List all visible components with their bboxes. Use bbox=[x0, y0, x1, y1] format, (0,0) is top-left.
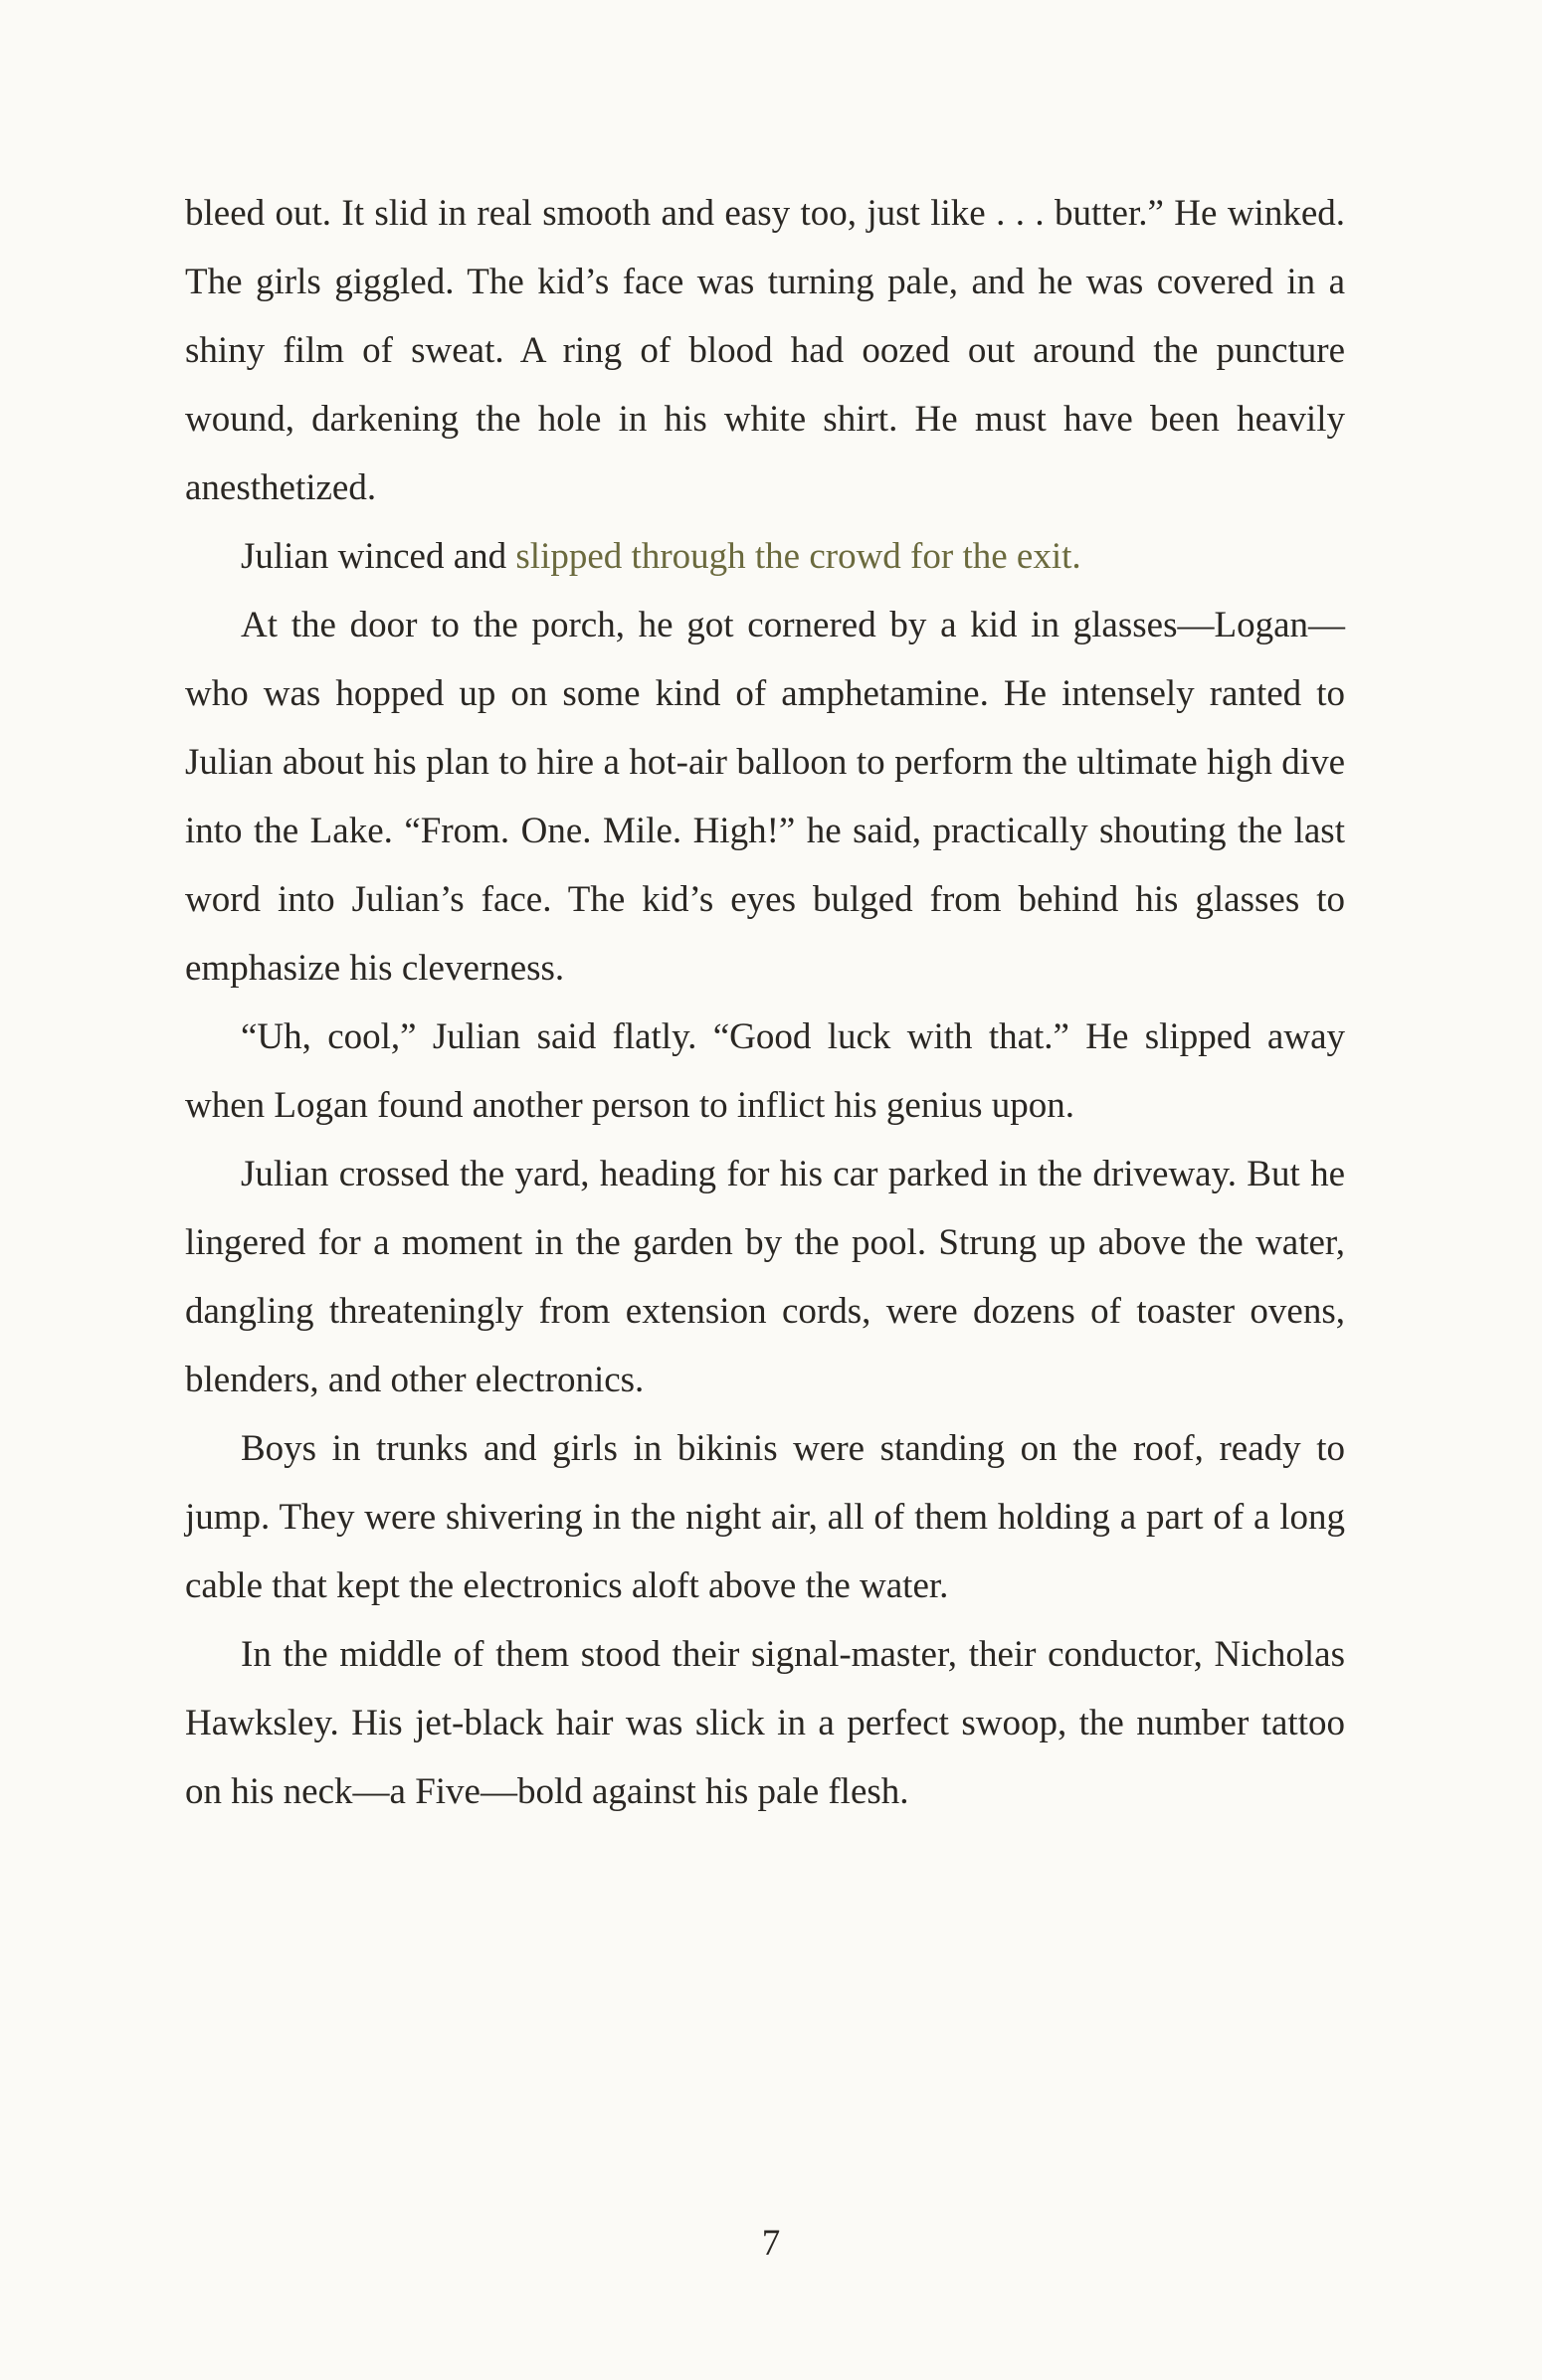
paragraph-7: In the middle of them stood their signal-master, their conductor, Nicholas Hawksley. His jet-black hair was slick in a perfect swoop, the number tattoo on his neck—a Five—bold against his pale flesh. bbox=[185, 1634, 1345, 1812]
paragraph-3: At the door to the porch, he got cornered by a kid in glasses—Logan—who was hopped up on some kind of amphetamine. He intensely ranted to Julian about his plan to hire a hot-air balloon to perform the ultimate high dive into the Lake. “From. One. Mile. High!” he said, practically shouting the last word into Julian’s face. The kid’s eyes bulged from behind his glasses to emphasize his cleverness. bbox=[185, 605, 1345, 989]
paragraph-4: “Uh, cool,” Julian said flatly. “Good luck with that.” He slipped away when Logan found another person to inflict his genius upon. bbox=[185, 1016, 1345, 1126]
paragraph-2-start: Julian winced and bbox=[241, 536, 516, 577]
paragraph-2 bbox=[185, 522, 1345, 591]
paragraph-6: Boys in trunks and girls in bikinis were standing on the roof, ready to jump. They were shivering in the night air, all of them holding a part of a long cable that kept the electronics aloft above the water. bbox=[185, 1428, 1345, 1606]
paragraph-2-faded-end: slipped through the crowd for the exit. bbox=[515, 536, 1081, 577]
paragraph-1: bleed out. It slid in real smooth and easy too, just like . . . butter.” He winked. The girls giggled. The kid’s face was turning pale, and he was covered in a shiny film of sweat. A ring of blood had oozed out around the puncture wound, darkening the hole in his white shirt. He must have been heavily anesthetized. bbox=[185, 193, 1345, 508]
page-number: 7 bbox=[761, 2223, 781, 2264]
body-text bbox=[185, 179, 1345, 1826]
paragraph-5: Julian crossed the yard, heading for his car parked in the driveway. But he lingered for a moment in the garden by the pool. Strung up above the water, dangling threateningly from extension cords, were dozens of toaster ovens, blenders, and other electronics. bbox=[185, 1154, 1345, 1400]
